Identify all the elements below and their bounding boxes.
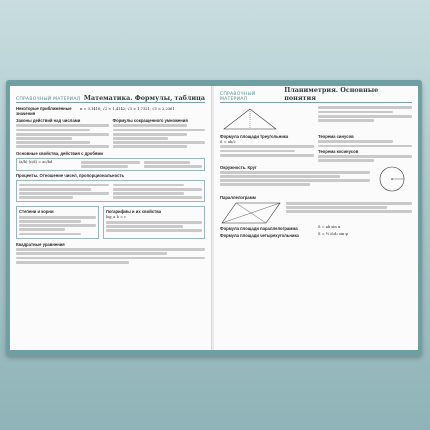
- right-page: [214, 86, 418, 350]
- parallelogram-title: Параллелограмм: [220, 194, 256, 200]
- text-line: [220, 145, 314, 148]
- circle-figure: [374, 164, 410, 194]
- text-line: [16, 257, 205, 260]
- text-line: [16, 137, 72, 140]
- text-line: [19, 228, 65, 231]
- quad-area-formula: S = ½ d₁d₂ sin φ: [318, 231, 348, 236]
- laws-column: [16, 117, 109, 150]
- triangle-notes-col: [318, 105, 412, 133]
- text-line: [113, 196, 203, 199]
- abbrev-title: Формулы сокращенного умножения: [112, 118, 188, 123]
- text-line: [318, 145, 412, 148]
- text-line: [16, 133, 109, 136]
- text-line: [19, 196, 73, 199]
- text-line: [318, 106, 412, 109]
- triangle-figure: [220, 105, 280, 133]
- text-line: [113, 188, 203, 191]
- text-line: [113, 124, 187, 127]
- text-line: [144, 165, 202, 168]
- text-line: [113, 141, 206, 144]
- text-line: [318, 140, 393, 143]
- text-line: [144, 161, 191, 164]
- text-line: [220, 154, 314, 157]
- approx-values-row: [16, 105, 205, 117]
- approx-values-text: π ≈ 3,1416; √2 ≈ 1,4142; √3 ≈ 1,7321; √5 ≈ 2,2361: [80, 107, 175, 111]
- text-line: [286, 206, 387, 209]
- text-line: [16, 141, 90, 144]
- triangle-intro-row: [220, 105, 412, 133]
- circle-text-col: [220, 164, 370, 194]
- text-line: [286, 202, 412, 205]
- percent-box: [16, 180, 205, 202]
- percent-title: Проценты. Отношение чисел, пропорциональность: [16, 173, 125, 179]
- text-line: [113, 129, 206, 132]
- triangle-area-formula: S = ah/2: [220, 140, 236, 144]
- triangle-area-col: [220, 133, 314, 164]
- text-line: [106, 221, 202, 224]
- text-line: [16, 248, 205, 251]
- quadratic-title: Квадратные уравнения: [16, 241, 65, 247]
- approx-values-label: Некоторые приближенные значения: [16, 106, 72, 116]
- parallelogram-notes-col: [286, 201, 412, 225]
- triangle-area-row: [220, 133, 412, 164]
- text-line: [113, 145, 187, 148]
- text-line: [16, 129, 90, 132]
- abbrev-column: [113, 117, 206, 150]
- text-line: [106, 225, 183, 228]
- text-line: [19, 216, 96, 219]
- text-line: [318, 119, 374, 122]
- sines-cosines-col: [318, 133, 412, 164]
- cosines-title: Теорема косинусов: [318, 148, 359, 154]
- circle-title: Окружность. Круг: [220, 164, 257, 170]
- powers-box: [16, 206, 99, 238]
- text-line: [19, 224, 96, 227]
- text-line: [16, 124, 109, 127]
- left-page: [10, 86, 212, 350]
- sines-title: Теорема синусов: [318, 134, 354, 139]
- logs-box: [103, 206, 205, 238]
- text-line: [19, 220, 81, 223]
- parallelogram-row: [220, 201, 412, 225]
- text-line: [220, 150, 295, 153]
- quad-area-row: [220, 232, 412, 239]
- text-line: [81, 165, 128, 168]
- parallelogram-area-row: [220, 225, 412, 232]
- text-line: [113, 133, 187, 136]
- powers-title: Степени и корни: [19, 209, 54, 215]
- right-page-tag: СПРАВОЧНЫЙ МАТЕРИАЛ: [220, 92, 256, 102]
- text-line: [19, 192, 109, 195]
- right-page-header: [220, 88, 412, 103]
- props-title: Основные свойства, действия с дробями: [16, 150, 103, 156]
- text-line: [113, 192, 185, 195]
- text-line: [318, 115, 412, 118]
- text-line: [220, 183, 310, 186]
- laws-and-formulas-row: [16, 117, 205, 150]
- text-line: [286, 210, 412, 213]
- laws-title: Законы действий над числами: [16, 118, 81, 123]
- text-line: [16, 145, 109, 148]
- text-line: [220, 171, 370, 174]
- text-line: [220, 179, 370, 182]
- log-formula: log_a b = c: [105, 215, 127, 220]
- powers-logs-row: [16, 204, 205, 240]
- logs-title: Логарифмы и их свойства: [105, 209, 162, 215]
- parallelogram-area-formula: S = ab sin α: [318, 224, 341, 229]
- text-line: [19, 184, 109, 187]
- left-page-tag: СПРАВОЧНЫЙ МАТЕРИАЛ: [16, 97, 81, 102]
- parallelogram-figure: [220, 201, 282, 225]
- right-page-title: Планиметрия. Основные понятия: [284, 86, 379, 102]
- triangle-area-title: Формула площади треугольника: [220, 134, 289, 139]
- text-line: [318, 155, 412, 158]
- circle-figure-col: [374, 164, 412, 194]
- circle-row: [220, 164, 412, 194]
- fractions-box: [16, 158, 205, 172]
- text-line: [106, 229, 202, 232]
- parallelogram-area-title: Формула площади параллелограмма: [220, 225, 298, 231]
- text-line: [113, 137, 169, 140]
- text-line: [113, 184, 185, 187]
- text-line: [16, 261, 129, 264]
- left-page-title: Математика. Формулы, таблица: [83, 94, 205, 102]
- text-line: [318, 111, 393, 114]
- text-line: [220, 175, 340, 178]
- triangle-figure-col: [220, 105, 314, 133]
- fraction-formula: (a/b)·(c/d) = ac/bd: [19, 159, 53, 164]
- text-line: [16, 252, 167, 255]
- text-line: [318, 159, 374, 162]
- left-page-header: [16, 88, 205, 103]
- text-line: [81, 161, 139, 164]
- quad-area-title: Формула площади четырехугольника: [220, 232, 299, 238]
- text-line: [19, 233, 81, 236]
- text-line: [19, 188, 91, 191]
